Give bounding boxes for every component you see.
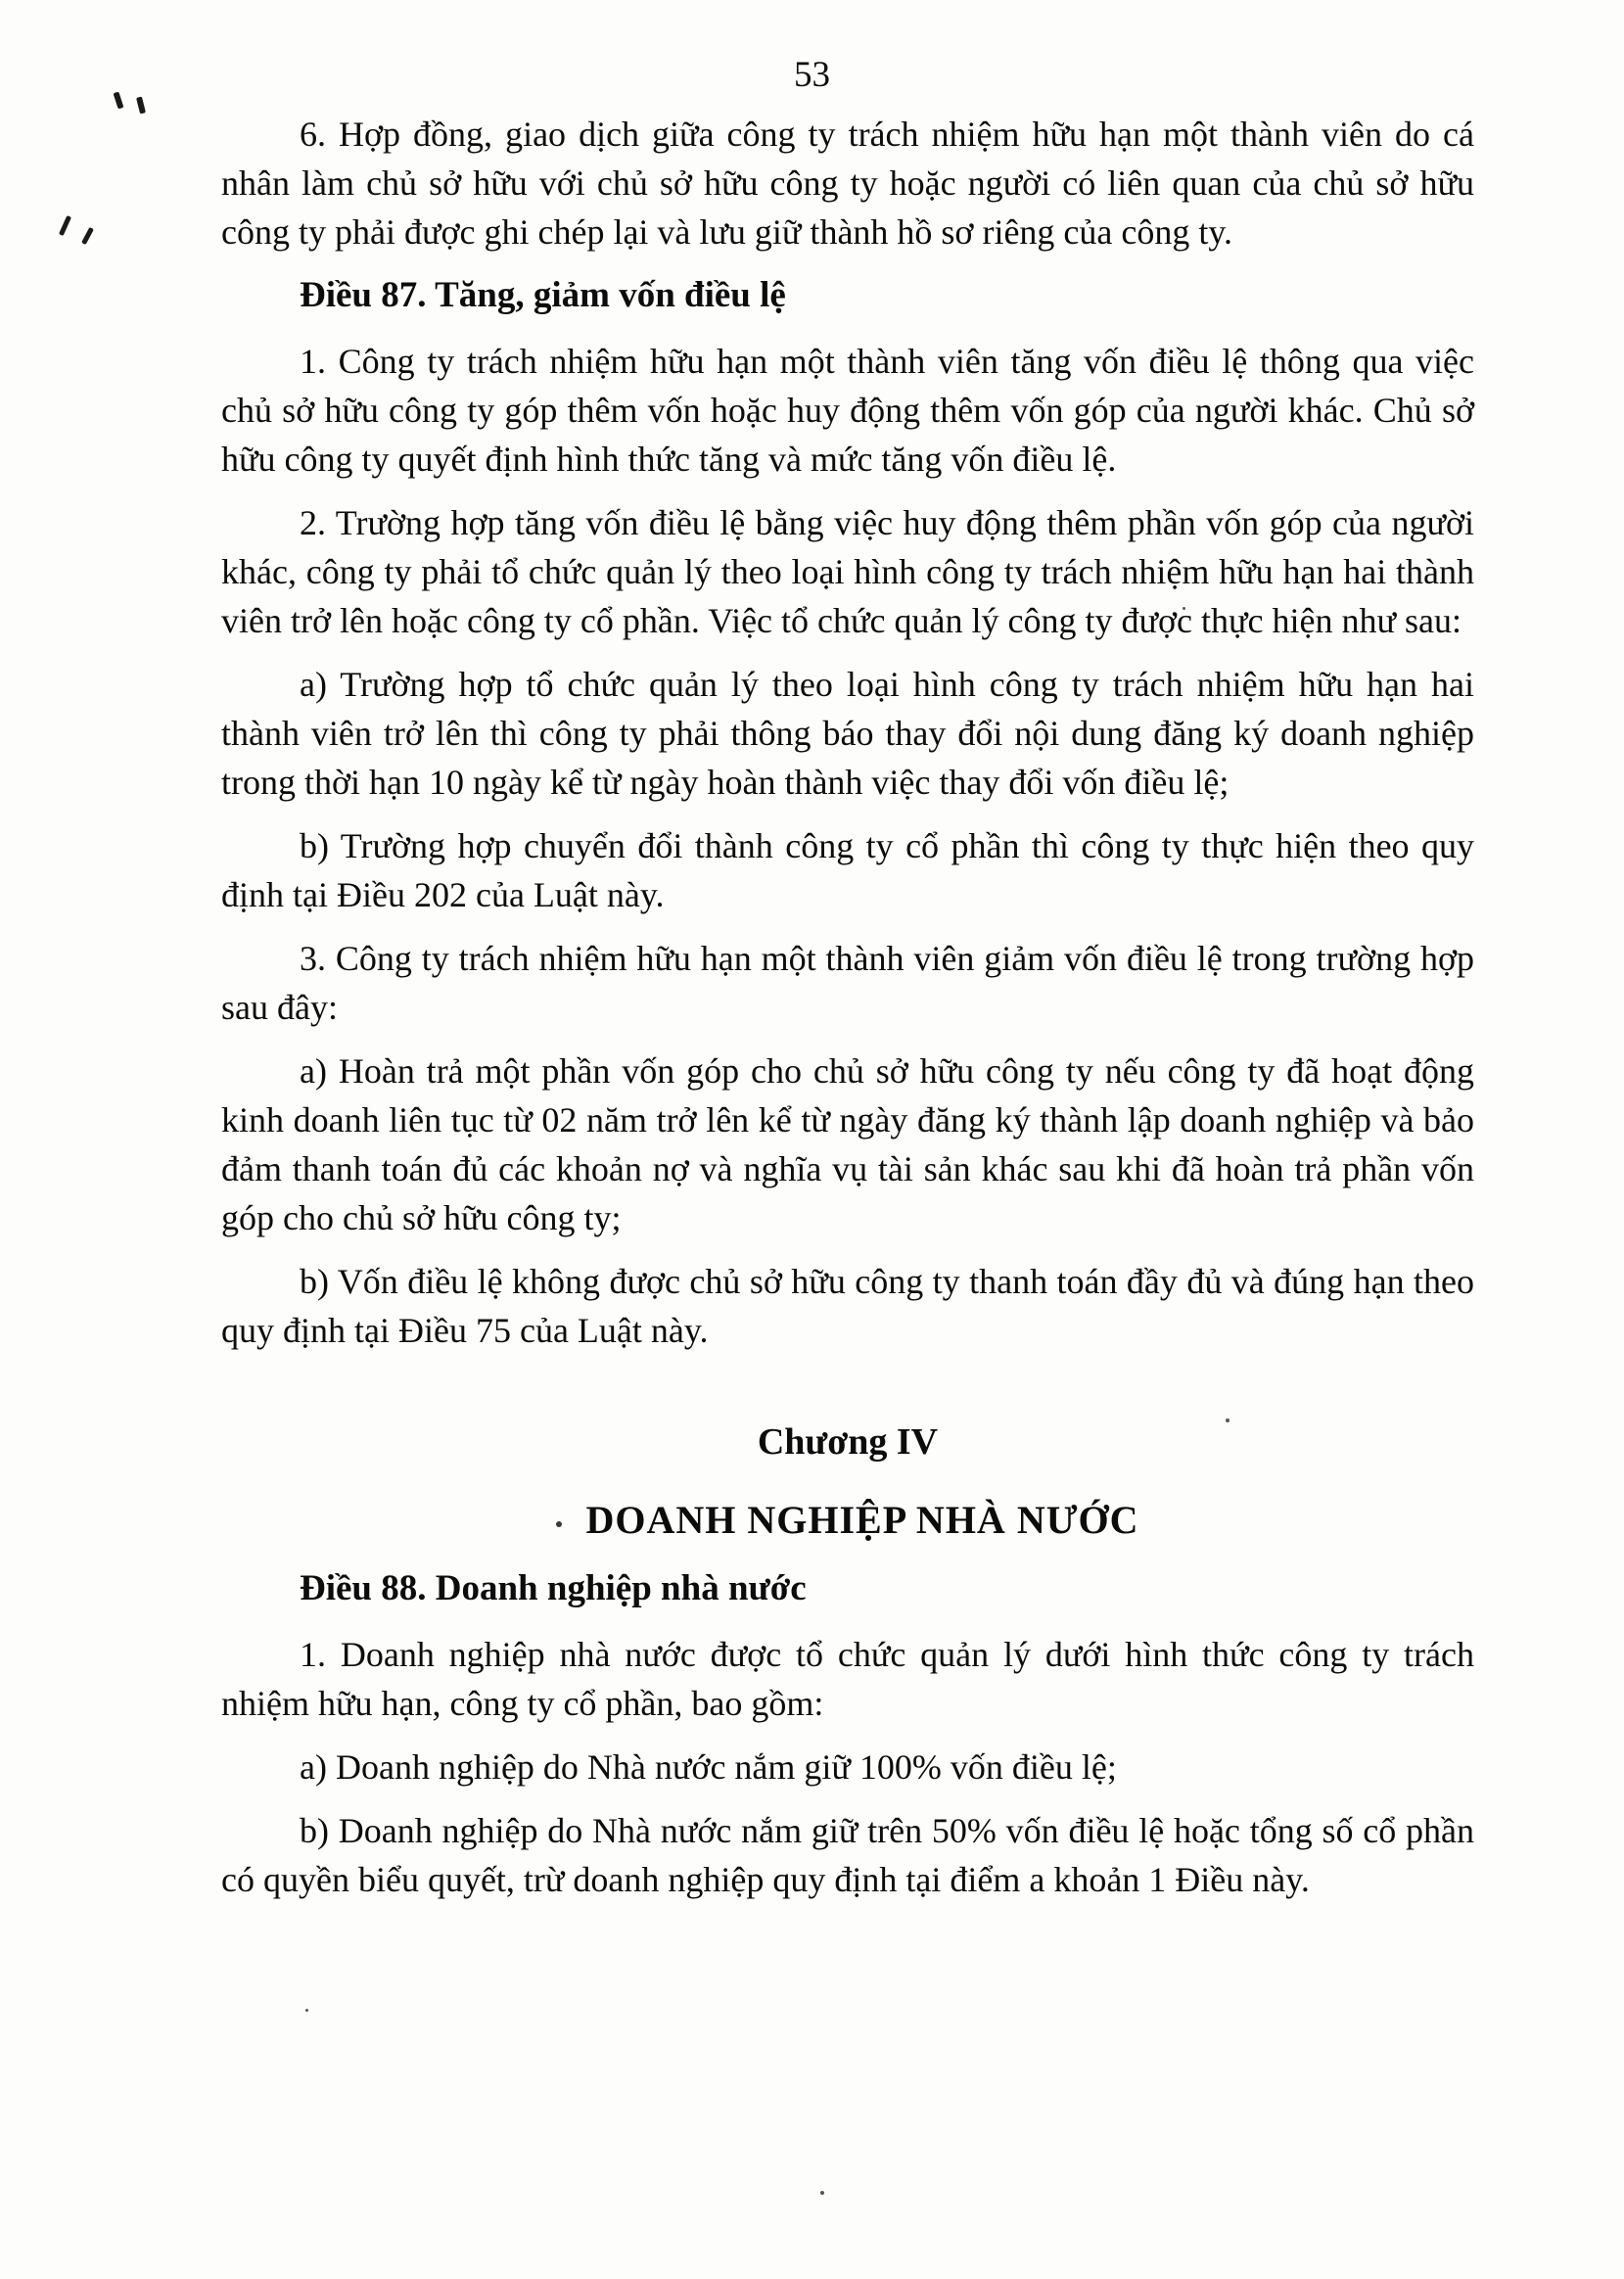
article-87-clause-3: 3. Công ty trách nhiệm hữu hạn một thành viên giảm vốn điều lệ trong trường hợp sau đây: [221, 939, 1474, 1027]
article-88-clause-1a: a) Doanh nghiệp do Nhà nước nắm giữ 100% vốn điều lệ; [300, 1747, 1117, 1787]
chapter-title: DOANH NGHIỆP NHÀ NƯỚC [221, 1496, 1474, 1545]
article-87-heading: Điều 87. Tăng, giảm vốn điều lệ [300, 275, 786, 315]
scan-artifact [81, 227, 94, 245]
article-87-clause-2: 2. Trường hợp tăng vốn điều lệ bằng việc huy động thêm phần vốn góp của người khác, công ty phải tổ chức quản lý theo loại hình công ty trách nhiệm hữu hạn hai thành viên trở lên hoặc công ty cổ phần. Việc tổ chức quản lý công ty được thực hiện như sau: [221, 503, 1474, 640]
article-88-clause-1: 1. Doanh nghiệp nhà nước được tổ chức quản lý dưới hình thức công ty trách nhiệm hữu hạn, công ty cổ phần, bao gồm: [221, 1635, 1474, 1723]
article-87-clause-3a: a) Hoàn trả một phần vốn góp cho chủ sở hữu công ty nếu công ty đã hoạt động kinh doanh liên tục từ 02 năm trở lên kể từ ngày đăng ký thành lập doanh nghiệp và bảo đảm thanh toán đủ các khoản nợ và nghĩa vụ tài sản khác sau khi đã hoàn trả phần vốn góp cho chủ sở hữu công ty; [221, 1051, 1474, 1237]
article-87-clause-2a: a) Trường hợp tổ chức quản lý theo loại hình công ty trách nhiệm hữu hạn hai thành viên trở lên thì công ty phải thông báo thay đổi nội dung đăng ký doanh nghiệp trong thời hạn 10 ngày kể từ ngày hoàn thành việc thay đổi vốn điều lệ; [221, 665, 1474, 802]
scan-speck [820, 2191, 824, 2195]
scan-speck [305, 2009, 308, 2012]
article-87-clause-1: 1. Công ty trách nhiệm hữu hạn một thành viên tăng vốn điều lệ thông qua việc chủ sở hữu công ty góp thêm vốn hoặc huy động thêm vốn góp của người khác. Chủ sở hữu công ty quyết định hình thức tăng và mức tăng vốn điều lệ. [221, 342, 1474, 479]
clause-paragraph-6: 6. Hợp đồng, giao dịch giữa công ty trách nhiệm hữu hạn một thành viên do cá nhân làm chủ sở hữu với chủ sở hữu công ty hoặc người có liên quan của chủ sở hữu công ty phải được ghi chép lại và lưu giữ thành hồ sơ riêng của công ty. [221, 115, 1474, 252]
article-87-clause-3b: b) Vốn điều lệ không được chủ sở hữu công ty thanh toán đầy đủ và đúng hạn theo quy định tại Điều 75 của Luật này. [221, 1262, 1474, 1350]
scan-artifact [59, 215, 71, 236]
scan-artifact [136, 97, 146, 115]
article-88-clause-1b: b) Doanh nghiệp do Nhà nước nắm giữ trên 50% vốn điều lệ hoặc tổng số cổ phần có quyền biểu quyết, trừ doanh nghiệp quy định tại điểm a khoản 1 Điều này. [221, 1811, 1474, 1899]
article-87-clause-2b: b) Trường hợp chuyển đổi thành công ty cổ phần thì công ty thực hiện theo quy định tại Điều 202 của Luật này. [221, 826, 1474, 914]
document-body [221, 110, 1474, 1919]
page-number: 53 [794, 55, 830, 95]
article-88-heading: Điều 88. Doanh nghiệp nhà nước [300, 1568, 807, 1608]
chapter-heading [221, 1418, 1474, 1545]
chapter-label: Chương IV [757, 1421, 939, 1463]
